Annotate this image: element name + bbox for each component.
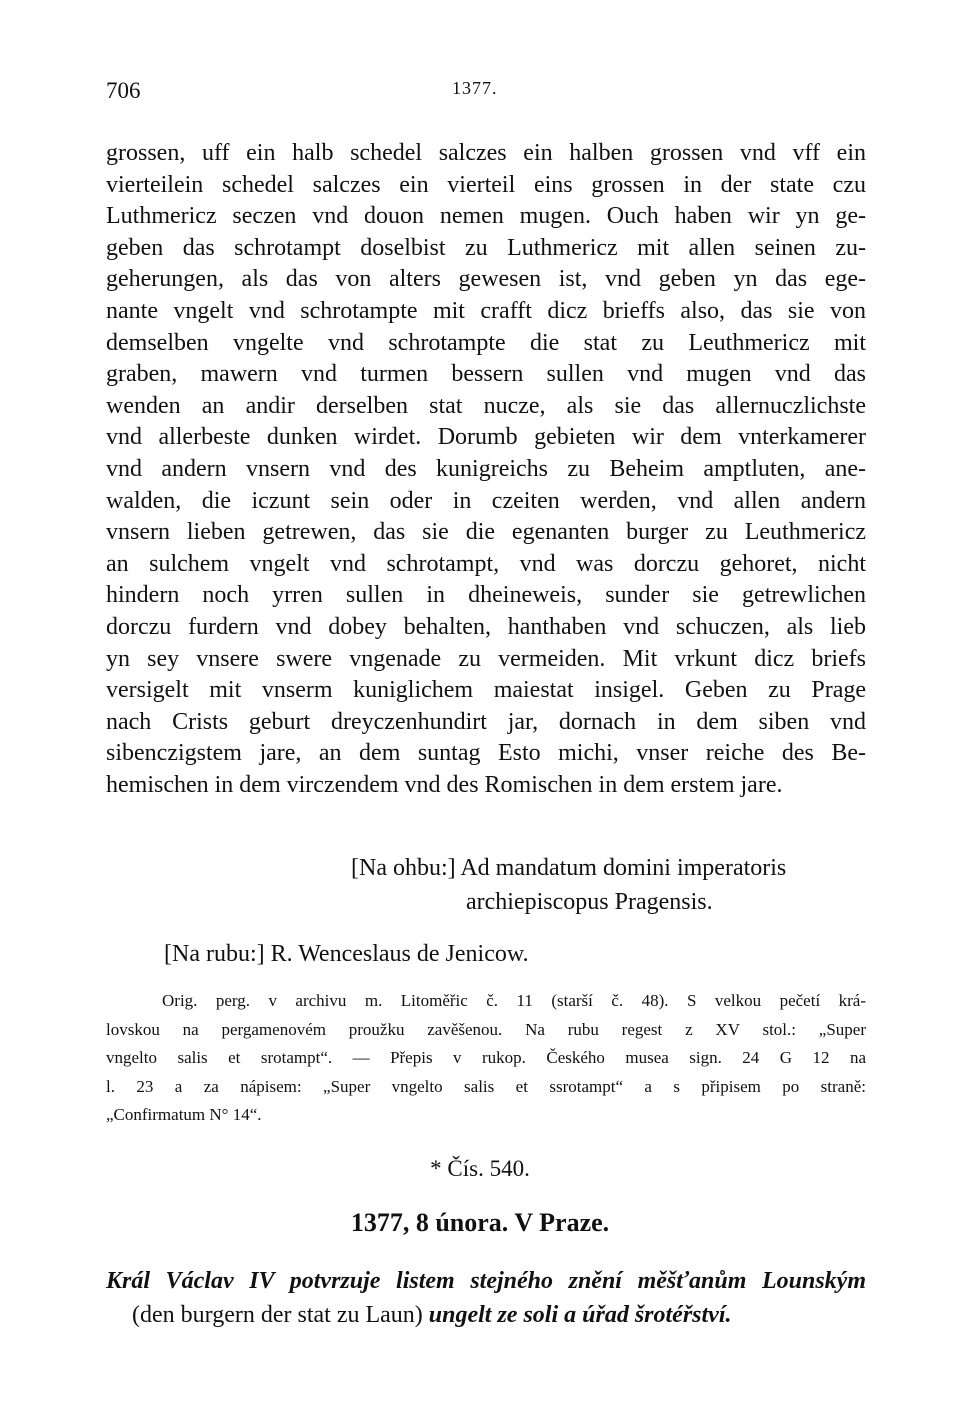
note-line: lovskou na pergamenovém proužku zavěšenou. Na rubu regest z XV stol.: „Super xyxy=(106,1019,866,1039)
text-line: nach Crists geburt dreyczenhundirt jar, dornach in dem siben vnd xyxy=(106,708,866,735)
text-line: nante vngelt vnd schrotampte mit crafft dicz brieffs also, das sie von xyxy=(106,297,866,324)
charter-text xyxy=(106,138,866,801)
text-line: grossen, uff ein halb schedel salczes ein halben grossen vnd vff ein xyxy=(106,140,866,166)
document-date-place: 1377, 8 února. V Praze. xyxy=(350,1208,610,1237)
archival-notes xyxy=(106,987,866,1130)
summary-line-2 xyxy=(106,1298,866,1332)
text-line: hemischen in dem virczendem vnd des Romischen in dem erstem jare. xyxy=(106,771,783,798)
text-line: vnd allerbeste dunken wirdet. Dorumb gebieten wir dem vnterkamerer xyxy=(106,424,866,451)
running-year: 1377. xyxy=(452,78,498,98)
text-line: vnd andern vnsern vnd des kunigreichs zu Beheim amptluten, ane- xyxy=(106,455,866,482)
text-line: yn sey vnsere swere vngenade zu vermeiden. Mit vrkunt dicz briefs xyxy=(106,645,866,672)
note-line: vngelto salis et srotampt“. — Přepis v rukop. Českého musea sign. 24 G 12 na xyxy=(106,1048,866,1067)
document-summary xyxy=(106,1264,866,1332)
text-line: Luthmericz seczen vnd douon nemen mugen. Ouch haben wir yn ge- xyxy=(106,203,866,230)
page-header xyxy=(106,78,866,108)
text-line: geben das schrotampt doselbist zu Luthmericz mit allen seinen zu- xyxy=(106,234,866,261)
page-number: 706 xyxy=(106,78,141,103)
text-line: sibenczigstem jare, an dem suntag Esto michi, vnser reiche des Be- xyxy=(106,740,866,767)
text-line: versigelt mit vnserm kuniglichem maiestat insigel. Geben zu Prage xyxy=(106,677,866,704)
summary-line: Král Václav IV potvrzuje listem stejného znění měšťanům Lounským xyxy=(106,1268,866,1294)
document-number: * Čís. 540. xyxy=(430,1156,530,1181)
signature-back: [Na rubu:] R. Wenceslaus de Jenicow. xyxy=(164,941,529,967)
note-line: Orig. perg. v archivu m. Litoměřic č. 11 (starší č. 48). S velkou pečetí krá- xyxy=(162,991,866,1010)
text-line: graben, mawern vnd turmen bessern sullen vnd mugen vnd das xyxy=(106,361,866,388)
signature-front: [Na ohbu:] Ad mandatum domini imperatoris xyxy=(351,855,787,881)
text-line: dorczu furdern vnd dobey behalten, hanthaben vnd schuczen, als lieb xyxy=(106,613,866,640)
summary-italic-phrase: ungelt ze soli a úřad šrotéřství. xyxy=(428,1302,732,1328)
text-line: an sulchem vngelt vnd schrotampt, vnd was dorczu gehoret, nicht xyxy=(106,550,866,577)
text-line: walden, die iczunt sein oder in czeiten werden, vnd allen andern xyxy=(106,487,866,514)
text-line: vnsern lieben getrewen, das sie die egenanten burger zu Leuthmericz xyxy=(106,519,866,546)
text-line: geherungen, als das von alters gewesen ist, vnd geben yn das ege- xyxy=(106,266,866,293)
text-line: wenden an andir derselben stat nucze, als sie das allernuczlichste xyxy=(106,392,866,419)
summary-german-phrase: (den burgern der stat zu Laun) xyxy=(132,1302,423,1328)
signature-front-continued: archiepiscopus Pragensis. xyxy=(466,889,713,915)
text-line: vierteilein schedel salczes ein vierteil eins grossen in der state czu xyxy=(106,171,866,198)
note-line: „Confirmatum N° 14“. xyxy=(106,1105,262,1124)
text-line: hindern noch yrren sullen in dheineweis, sunder sie getrewlichen xyxy=(106,582,866,609)
text-line: demselben vngelte vnd schrotampte die stat zu Leuthmericz mit xyxy=(106,329,866,356)
note-line: l. 23 a za nápisem: „Super vngelto salis et ssrotampt“ a s připisem po straně: xyxy=(106,1076,866,1096)
